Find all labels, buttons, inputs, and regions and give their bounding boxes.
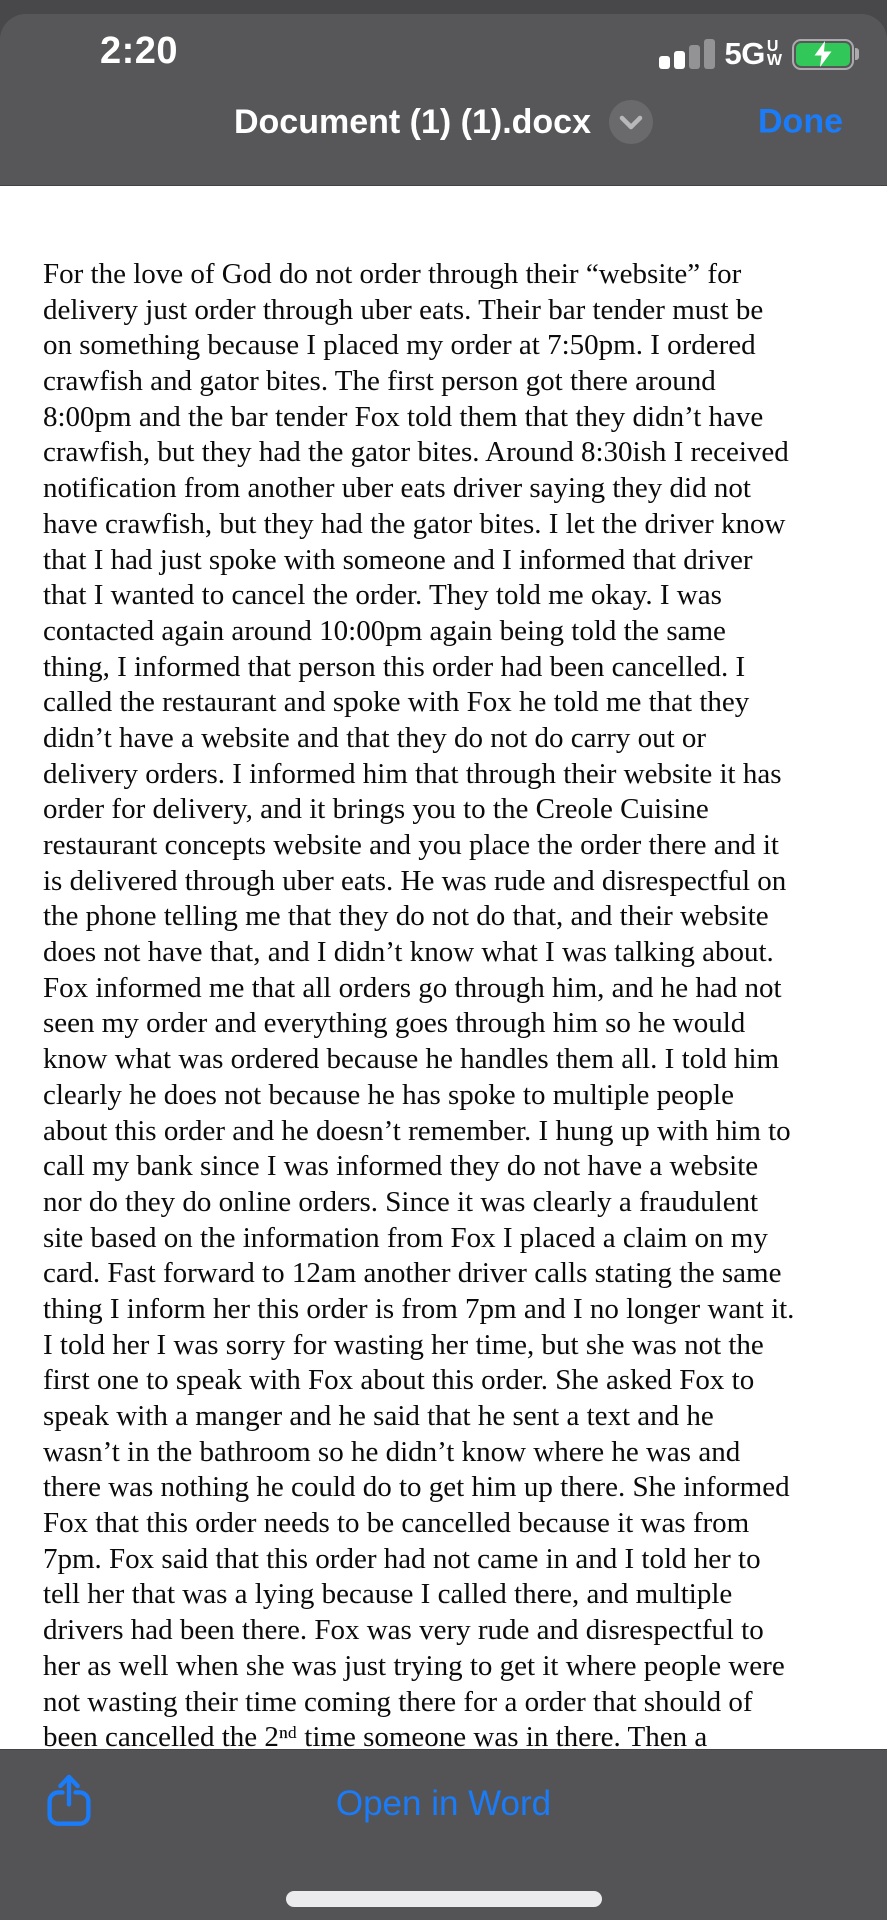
document-text-line: tell her that was a lying because I called there, and multiple	[43, 1578, 733, 1611]
document-text-line: is delivered through uber eats. He was rude and disrespectful on	[43, 864, 787, 897]
document-text-line: that I had just spoke with someone and I informed that driver	[43, 543, 753, 576]
lightning-bolt-icon	[811, 41, 835, 67]
document-text-line: speak with a manger and he said that he sent a text and he	[43, 1400, 714, 1432]
document-text-line: nor do they do online orders. Since it was clearly a fraudulent	[43, 1185, 759, 1218]
document-text-line: her as well when she was just trying to get it where people were	[43, 1649, 785, 1682]
document-text-line: order for delivery, and it brings you to the Creole Cuisine	[43, 793, 709, 826]
document-text-line: notification from another uber eats driver saying they did not	[43, 472, 751, 505]
document-text-line: clearly he does not because he has spoke to multiple people	[43, 1078, 734, 1111]
home-indicator[interactable]	[286, 1891, 602, 1907]
document-text-line: thing, I informed that person this order had been cancelled. I	[43, 650, 746, 683]
title-row	[0, 96, 887, 148]
document-text-line: that I wanted to cancel the order. They told me okay. I was	[43, 579, 722, 612]
document-text-line: called the restaurant and spoke with Fox he told me that they	[43, 686, 750, 719]
document-text	[0, 185, 887, 1750]
cellular-signal-icon	[659, 39, 715, 69]
document-text-line: call my bank since I was informed they do not have a website	[43, 1150, 759, 1183]
document-text-line: delivery orders. I informed him that through their website it has	[43, 757, 782, 790]
document-text-line: about this order and he doesn’t remember. I hung up with him to	[43, 1114, 791, 1147]
battery-charging-icon	[792, 39, 859, 70]
document-text-line: crawfish, but they had the gator bites. Around 8:30ish I received	[43, 436, 789, 469]
document-text-line: know what was ordered because he handles them all. I told him	[43, 1043, 780, 1076]
document-text-line: drivers had been there. Fox was very rude and disrespectful to	[43, 1614, 764, 1647]
document-text-line: have crawfish, but they had the gator bites. I let the driver know	[43, 507, 786, 540]
document-text-line: Fox that this order needs to be cancelled because it was from	[43, 1507, 750, 1540]
document-text-line: seen my order and everything goes through him so he would	[43, 1007, 746, 1040]
chevron-down-icon	[609, 100, 653, 144]
preview-header	[0, 14, 887, 186]
document-text-line: not wasting their time coming there for a order that should of	[43, 1685, 753, 1718]
chevron-down-button[interactable]	[609, 100, 653, 144]
document-text-line: didn’t have a website and that they do not do carry out or	[43, 721, 707, 754]
document-text-line: Fox informed me that all orders go through him, and he had not	[43, 971, 782, 1004]
document-text-line: 7pm. Fox said that this order had not came in and I told her to	[43, 1542, 761, 1575]
document-text-line: restaurant concepts website and you place the order there and it	[43, 829, 779, 861]
document-text-line: on something because I placed my order at 7:50pm. I ordered	[43, 329, 756, 362]
status-time: 2:20	[100, 30, 179, 72]
document-text-line: delivery just order through uber eats. Their bar tender must be	[43, 293, 764, 326]
document-text-line: 8:00pm and the bar tender Fox told them that they didn’t have	[43, 400, 764, 433]
document-text-line: For the love of God do not order through their “website” for	[43, 258, 742, 290]
document-text-line: crawfish and gator bites. The first person got there around	[43, 365, 716, 398]
network-sub-label: U W	[766, 38, 782, 69]
network-type-label: 5G U W	[724, 36, 782, 71]
document-text-line: does not have that, and I didn’t know what I was talking about.	[43, 936, 774, 969]
document-title: Document (1) (1).docx	[233, 102, 592, 141]
open-in-word-button[interactable]: Open in Word	[335, 1784, 552, 1823]
document-text-line: the phone telling me that they do not do that, and their website	[43, 900, 769, 933]
document-text-line: there was nothing he could do to get him up there. She informed	[43, 1471, 790, 1504]
status-bar	[0, 14, 887, 84]
document-page[interactable]	[0, 185, 887, 1750]
status-icons	[659, 34, 859, 74]
document-text-line: thing I inform her this order is from 7pm and I no longer want it.	[43, 1292, 795, 1325]
document-text-line: contacted again around 10:00pm again being told the same	[43, 614, 726, 647]
document-text-line: first one to speak with Fox about this order. She asked Fox to	[43, 1364, 755, 1397]
document-text-line: been cancelled the 2ⁿᵈ time someone was in there. Then a	[43, 1721, 708, 1750]
document-text-line: card. Fast forward to 12am another driver calls stating the same	[43, 1257, 782, 1290]
done-button[interactable]: Done	[758, 102, 843, 141]
document-preview-sheet	[0, 14, 887, 1920]
preview-toolbar	[0, 1750, 887, 1920]
document-text-line: site based on the information from Fox I placed a claim on my	[43, 1221, 768, 1254]
document-text-line: wasn’t in the bathroom so he didn’t know where he was and	[43, 1435, 741, 1468]
document-text-line: I told her I was sorry for wasting her time, but she was not the	[43, 1328, 764, 1361]
